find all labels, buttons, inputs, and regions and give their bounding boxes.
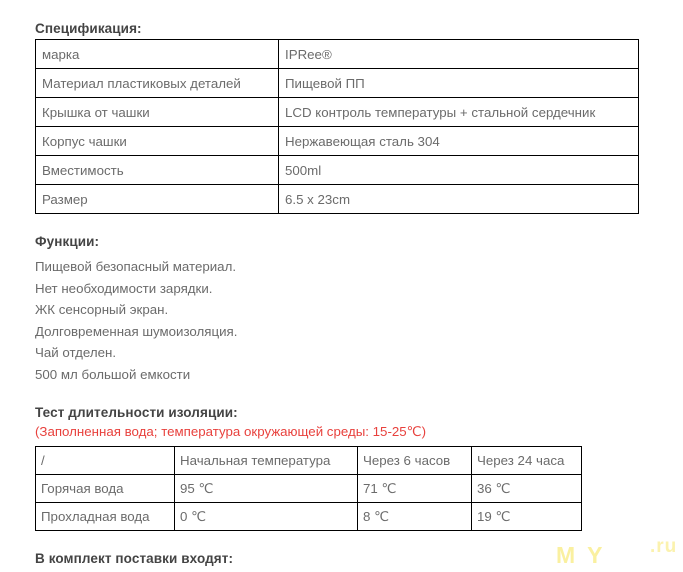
list-item: 500 мл большой емкости xyxy=(35,366,191,382)
table-row xyxy=(36,69,639,98)
spec-label: Крышка от чашки xyxy=(36,98,279,127)
site-watermark xyxy=(556,536,683,572)
spec-value: LCD контроль температуры + стальной сердечник xyxy=(279,98,639,127)
row-label: Горячая вода xyxy=(36,475,175,503)
column-header: / xyxy=(36,447,175,475)
package-contents-heading: В комплект поставки входят: xyxy=(35,551,234,566)
temperature-after-6h: 71 ℃ xyxy=(358,475,472,503)
temperature-after-24h: 19 ℃ xyxy=(472,503,582,531)
table-row xyxy=(36,185,639,214)
table-row xyxy=(36,40,639,69)
watermark-suffix: .ru xyxy=(650,536,678,557)
spec-value: 500ml xyxy=(279,156,639,185)
column-header: Через 6 часов xyxy=(358,447,472,475)
specification-table xyxy=(35,39,639,214)
specification-heading: Спецификация: xyxy=(35,21,142,36)
column-header: Начальная температура xyxy=(175,447,358,475)
insulation-test-heading: Тест длительности изоляции: xyxy=(35,405,238,420)
insulation-test-note: (Заполненная вода; температура окружающей среды: 15-25℃) xyxy=(35,424,427,439)
initial-temperature: 95 ℃ xyxy=(175,475,358,503)
table-row xyxy=(36,127,639,156)
table-row xyxy=(36,503,582,531)
column-header: Через 24 часа xyxy=(472,447,582,475)
list-item: ЖК сенсорный экран. xyxy=(35,302,169,317)
functions-list xyxy=(35,256,237,385)
spec-value: Нержавеющая сталь 304 xyxy=(279,127,639,156)
list-item: Чай отделен. xyxy=(35,345,117,360)
spec-value: 6.5 x 23cm xyxy=(279,185,639,214)
table-row xyxy=(36,156,639,185)
initial-temperature: 0 ℃ xyxy=(175,503,358,531)
list-item: Пищевой безопасный материал. xyxy=(35,259,237,274)
insulation-test-table xyxy=(35,446,582,531)
spec-label: Корпус чашки xyxy=(36,127,279,156)
spec-label: Размер xyxy=(36,185,279,214)
watermark-text: M Y xyxy=(556,542,606,568)
table-header-row xyxy=(36,447,582,475)
spec-value: IPRee® xyxy=(279,40,639,69)
spec-label: марка xyxy=(36,40,279,69)
temperature-after-6h: 8 ℃ xyxy=(358,503,472,531)
spec-label: Материал пластиковых деталей xyxy=(36,69,279,98)
functions-heading: Функции: xyxy=(35,234,100,249)
spec-label: Вместимость xyxy=(36,156,279,185)
row-label: Прохладная вода xyxy=(36,503,175,531)
list-item: Долговременная шумоизоляция. xyxy=(35,323,238,339)
table-row xyxy=(36,98,639,127)
list-item: Нет необходимости зарядки. xyxy=(35,280,213,296)
spec-value: Пищевой ПП xyxy=(279,69,639,98)
temperature-after-24h: 36 ℃ xyxy=(472,475,582,503)
table-row xyxy=(36,475,582,503)
